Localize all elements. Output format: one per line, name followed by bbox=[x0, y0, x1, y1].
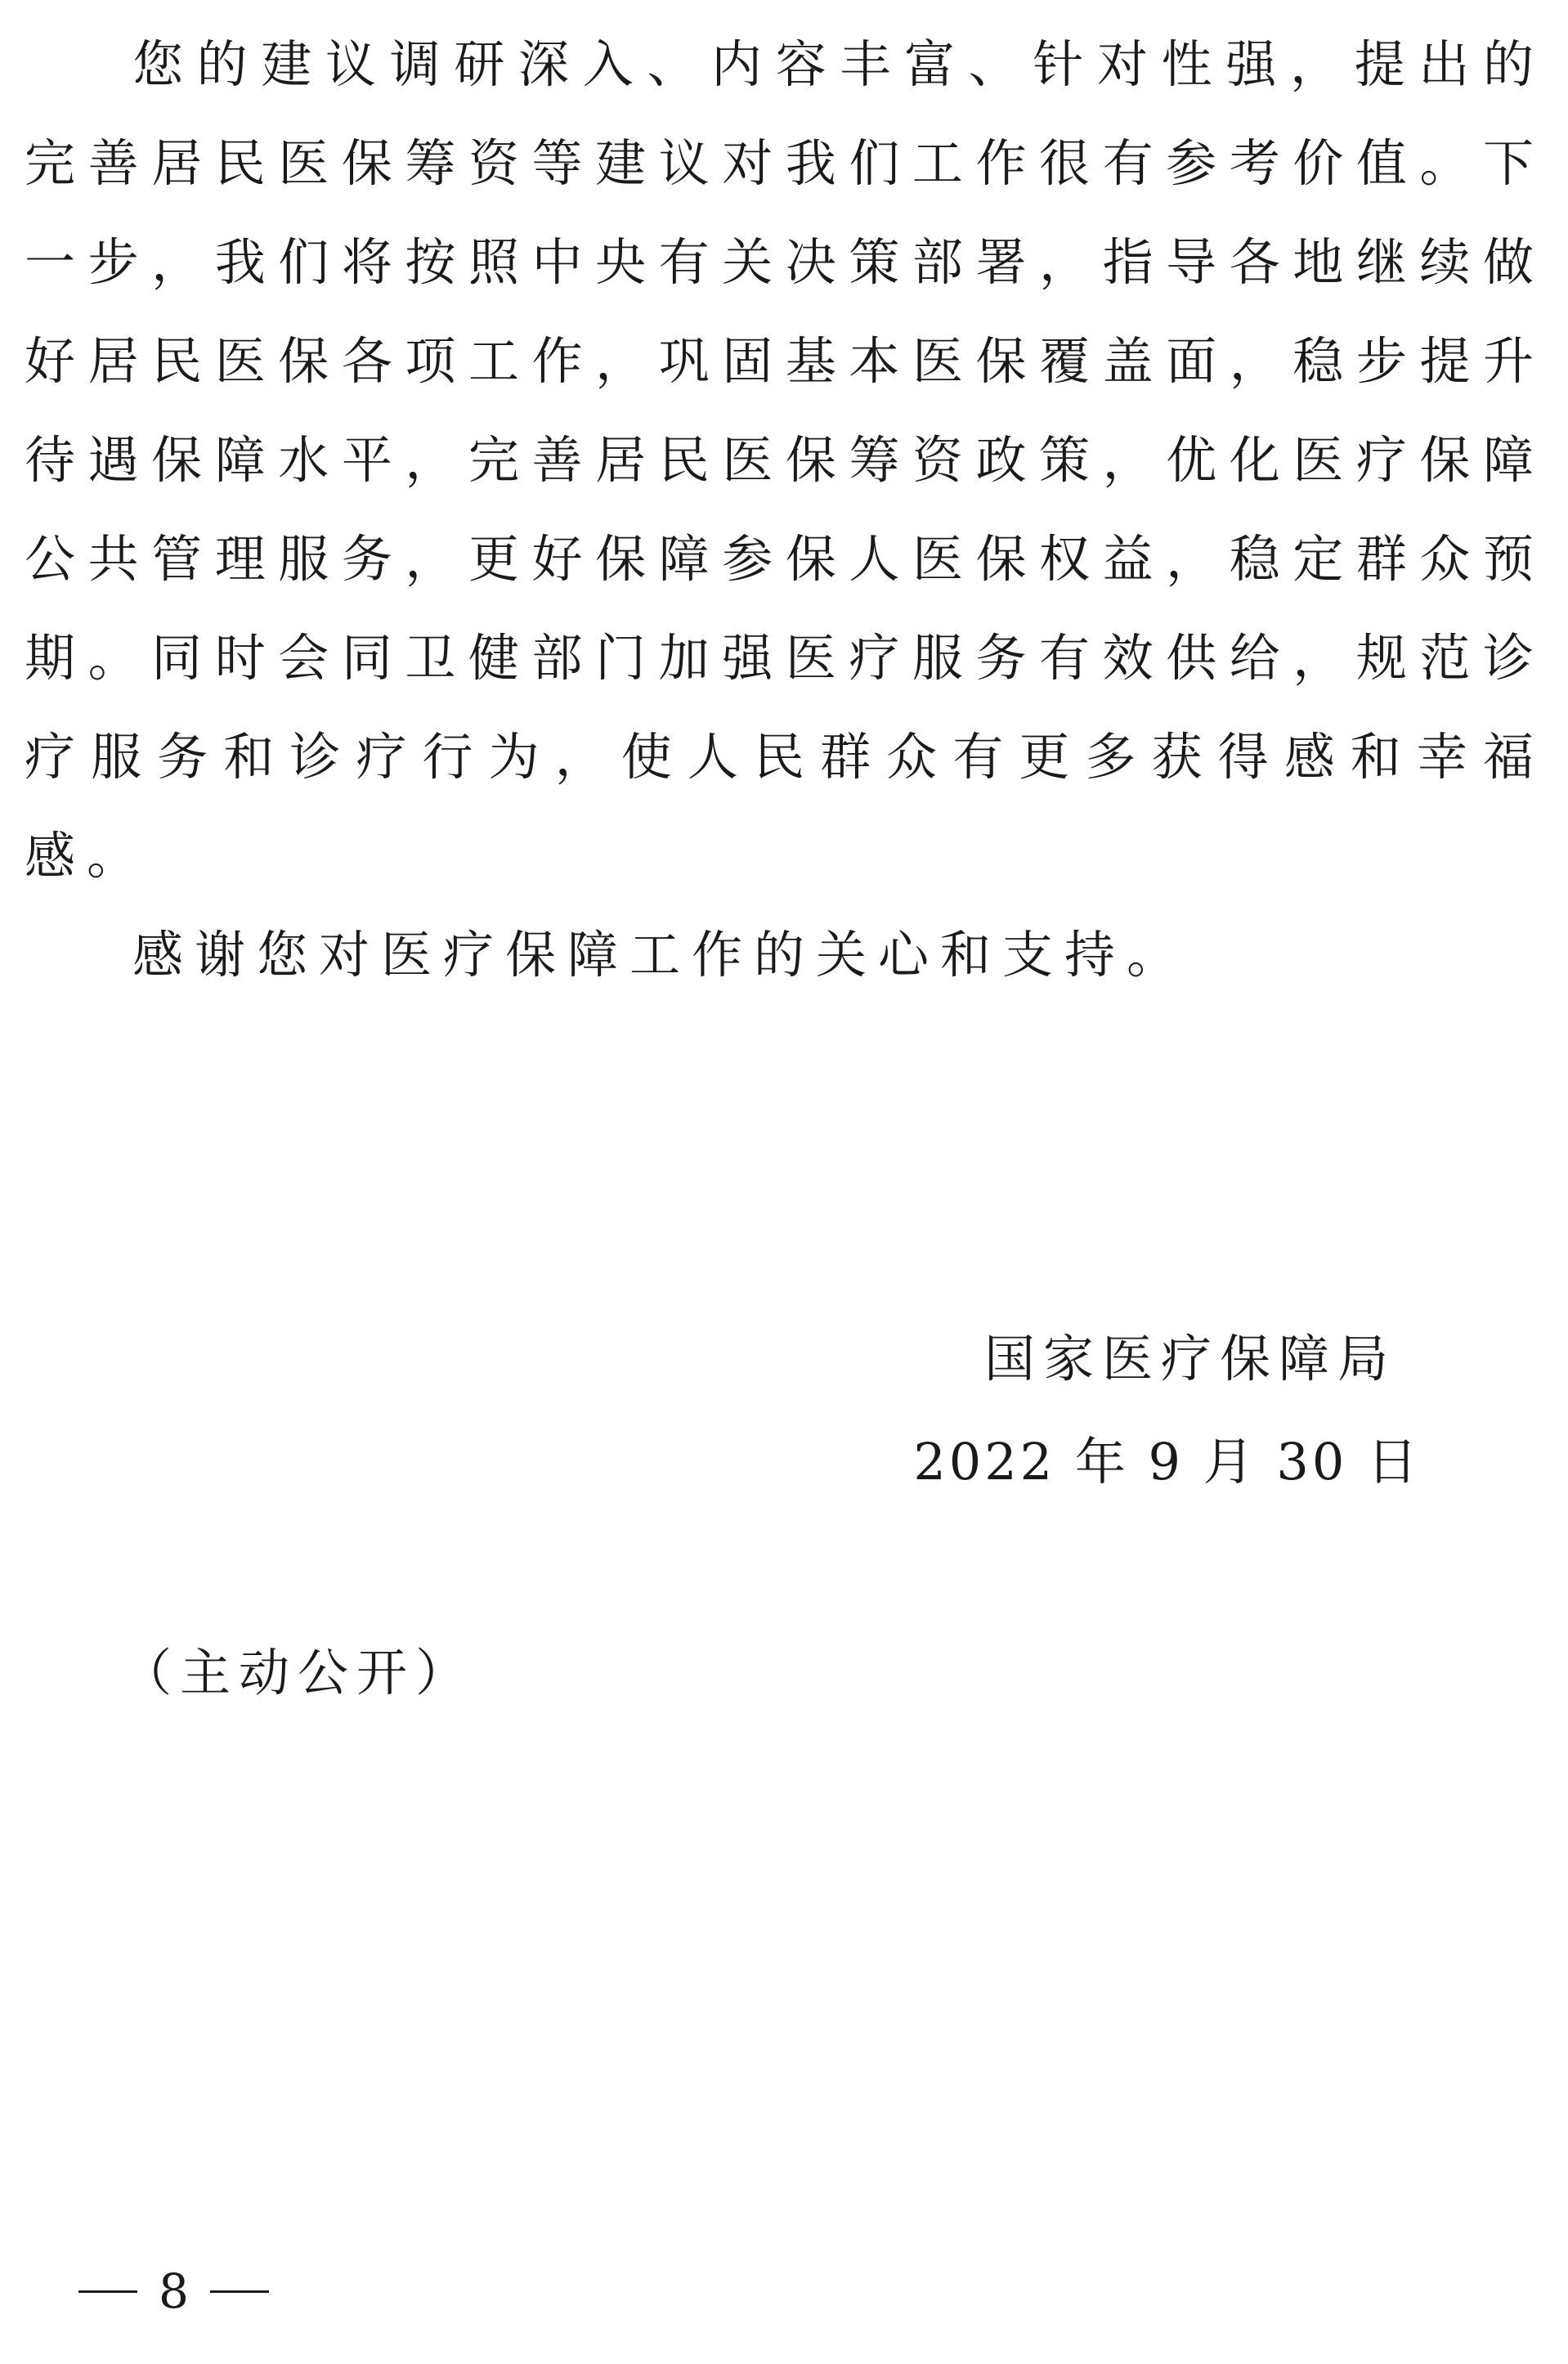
letter-body bbox=[25, 15, 1545, 1004]
page-number: 8 bbox=[159, 2263, 189, 2319]
page-number-right-dash bbox=[210, 2290, 269, 2293]
signature-date: 2022 年 9 月 30 日 bbox=[913, 1432, 1421, 1492]
body-paragraph-1: 您的建议调研深入、内容丰富、针对性强，提出的完善居民医保筹资等建议对我们工作很有参考价值。下一步，我们将按照中央有关决策部署，指导各地继续做好居民医保各项工作，巩固基本医保覆盖面，稳步提升待遇保障水平，完善居民医保筹资政策，优化医疗保障公共管理服务，更好保障参保人医保权益，稳定群众预期。同时会同卫健部门加强医疗服务有效供给，规范诊疗服务和诊疗行为，使人民群众有更多获得感和幸福感。 bbox=[25, 34, 1545, 886]
disclosure-label: （主动公开） bbox=[121, 1643, 475, 1702]
body-paragraph-2: 感谢您对医疗保障工作的关心和支持。 bbox=[132, 925, 1189, 985]
page-footer bbox=[78, 2263, 269, 2319]
signature-organization: 国家医疗保障局 bbox=[983, 1329, 1396, 1388]
page-number-left-dash bbox=[78, 2290, 137, 2293]
